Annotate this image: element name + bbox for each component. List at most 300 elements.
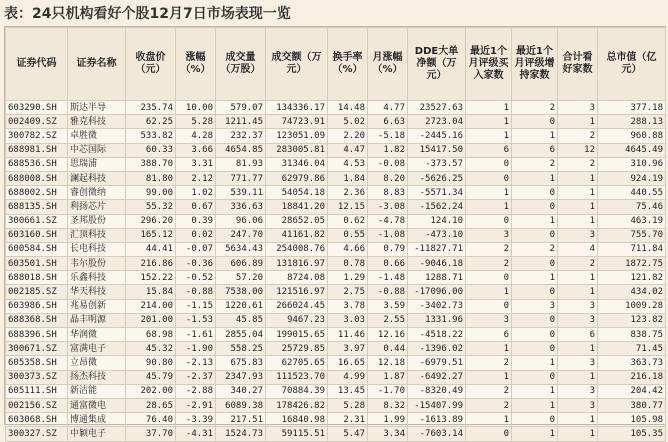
- value-cell: 9467.23: [266, 313, 328, 327]
- security-code-cell: 688002.SH: [6, 186, 68, 200]
- value-cell: 2: [512, 101, 558, 115]
- value-cell: 96.06: [216, 214, 266, 228]
- table-row[interactable]: [6, 242, 666, 256]
- value-cell: 131816.97: [266, 257, 328, 271]
- value-cell: -5.18: [368, 129, 408, 143]
- table-row[interactable]: [6, 143, 666, 157]
- value-cell: 165.12: [126, 228, 176, 242]
- security-code-cell: 688135.SH: [6, 200, 68, 214]
- value-cell: 2: [466, 384, 512, 398]
- security-code-cell: 688396.SH: [6, 328, 68, 342]
- value-cell: 0.79: [368, 242, 408, 256]
- value-cell: 6.63: [368, 115, 408, 129]
- value-cell: 1: [466, 200, 512, 214]
- value-cell: 8.20: [368, 171, 408, 185]
- value-cell: 1872.75: [598, 257, 666, 271]
- security-name-cell: 睿创微纳: [68, 186, 126, 200]
- data-table-container: [4, 26, 666, 439]
- value-cell: 81.93: [216, 157, 266, 171]
- value-cell: 121.82: [598, 271, 666, 285]
- table-row[interactable]: [6, 200, 666, 214]
- security-name-cell: 雅克科技: [68, 115, 126, 129]
- value-cell: 6: [466, 328, 512, 342]
- value-cell: 0: [512, 186, 558, 200]
- value-cell: 45.85: [216, 313, 266, 327]
- security-code-cell: 688368.SH: [6, 313, 68, 327]
- value-cell: 199015.65: [266, 328, 328, 342]
- value-cell: 41161.82: [266, 228, 328, 242]
- page-title: 表：24只机构看好个股12月7日市场表现一览: [4, 6, 291, 22]
- value-cell: 0.66: [368, 257, 408, 271]
- value-cell: 1: [512, 356, 558, 370]
- value-cell: 310.96: [598, 157, 666, 171]
- value-cell: 2: [558, 157, 598, 171]
- value-cell: 0: [466, 157, 512, 171]
- value-cell: 1: [558, 427, 598, 441]
- value-cell: 1: [466, 370, 512, 384]
- value-cell: 6: [512, 143, 558, 157]
- value-cell: 1: [558, 413, 598, 427]
- value-cell: 1: [512, 427, 558, 441]
- table-row[interactable]: [6, 328, 666, 342]
- value-cell: 388.70: [126, 157, 176, 171]
- value-cell: 1: [466, 186, 512, 200]
- value-cell: 55.32: [126, 200, 176, 214]
- value-cell: 13.45: [328, 384, 368, 398]
- security-name-cell: 卓胜微: [68, 129, 126, 143]
- security-name-cell: 博通集成: [68, 413, 126, 427]
- value-cell: 62.25: [126, 115, 176, 129]
- value-cell: 2: [512, 157, 558, 171]
- value-cell: -2445.16: [408, 129, 466, 143]
- value-cell: 1288.71: [408, 271, 466, 285]
- value-cell: 4.53: [328, 157, 368, 171]
- value-cell: 755.70: [598, 228, 666, 242]
- value-cell: 579.07: [216, 101, 266, 115]
- column-header[interactable]: 最近1个月评级增持家数: [512, 28, 558, 101]
- value-cell: 105.98: [598, 413, 666, 427]
- table-row[interactable]: [6, 356, 666, 370]
- column-header[interactable]: 换手率（%）: [328, 28, 368, 101]
- security-code-cell: 300671.SZ: [6, 342, 68, 356]
- value-cell: -0.36: [176, 257, 216, 271]
- value-cell: 7538.00: [216, 285, 266, 299]
- value-cell: 1: [558, 370, 598, 384]
- value-cell: -7603.14: [408, 427, 466, 441]
- value-cell: 124.10: [408, 214, 466, 228]
- value-cell: -1.53: [176, 313, 216, 327]
- value-cell: -2.88: [176, 384, 216, 398]
- value-cell: 533.82: [126, 129, 176, 143]
- value-cell: 1331.96: [408, 313, 466, 327]
- value-cell: 675.83: [216, 356, 266, 370]
- value-cell: 71.45: [598, 342, 666, 356]
- table-row[interactable]: [6, 186, 666, 200]
- value-cell: -4.78: [368, 214, 408, 228]
- table-row[interactable]: [6, 398, 666, 412]
- value-cell: -11827.71: [408, 242, 466, 256]
- table-row[interactable]: [6, 129, 666, 143]
- value-cell: 217.51: [216, 413, 266, 427]
- value-cell: 838.75: [598, 328, 666, 342]
- value-cell: 3: [558, 398, 598, 412]
- value-cell: 16840.98: [266, 413, 328, 427]
- value-cell: 68.98: [126, 328, 176, 342]
- value-cell: 606.89: [216, 257, 266, 271]
- value-cell: 4.66: [328, 242, 368, 256]
- value-cell: -0.88: [176, 285, 216, 299]
- value-cell: 11.46: [328, 328, 368, 342]
- value-cell: 105.35: [598, 427, 666, 441]
- value-cell: -1.61: [176, 328, 216, 342]
- value-cell: 4.47: [328, 143, 368, 157]
- value-cell: -1.15: [176, 299, 216, 313]
- value-cell: 28.65: [126, 398, 176, 412]
- value-cell: 216.86: [126, 257, 176, 271]
- column-header[interactable]: 证券代码: [6, 28, 68, 101]
- security-name-cell: 韦尔股份: [68, 257, 126, 271]
- value-cell: 1: [466, 115, 512, 129]
- value-cell: 0: [512, 200, 558, 214]
- value-cell: 1: [466, 285, 512, 299]
- value-cell: -17096.00: [408, 285, 466, 299]
- value-cell: 1211.45: [216, 115, 266, 129]
- value-cell: 1009.28: [598, 299, 666, 313]
- value-cell: 1.82: [368, 143, 408, 157]
- value-cell: 3.59: [368, 299, 408, 313]
- value-cell: 4.99: [328, 370, 368, 384]
- value-cell: 152.22: [126, 271, 176, 285]
- value-cell: 1.99: [368, 413, 408, 427]
- value-cell: 123.82: [598, 313, 666, 327]
- security-code-cell: 300327.SZ: [6, 427, 68, 441]
- table-header-row: [6, 28, 666, 101]
- value-cell: 14.48: [328, 101, 368, 115]
- value-cell: -473.10: [408, 228, 466, 242]
- value-cell: 2.55: [368, 313, 408, 327]
- value-cell: 2723.04: [408, 115, 466, 129]
- value-cell: 44.41: [126, 242, 176, 256]
- value-cell: 1: [466, 129, 512, 143]
- security-name-cell: 通富微电: [68, 398, 126, 412]
- value-cell: 121516.97: [266, 285, 328, 299]
- value-cell: 771.77: [216, 171, 266, 185]
- value-cell: 3: [512, 299, 558, 313]
- value-cell: 1: [558, 214, 598, 228]
- value-cell: 12: [558, 143, 598, 157]
- value-cell: -5571.34: [408, 186, 466, 200]
- value-cell: -5626.25: [408, 171, 466, 185]
- value-cell: 3.34: [368, 427, 408, 441]
- value-cell: 12.15: [328, 200, 368, 214]
- value-cell: 2.75: [328, 285, 368, 299]
- column-header[interactable]: 成交额（万元）: [266, 28, 328, 101]
- table-row[interactable]: [6, 313, 666, 327]
- value-cell: 5634.43: [216, 242, 266, 256]
- value-cell: 62705.65: [266, 356, 328, 370]
- value-cell: 5.02: [328, 115, 368, 129]
- value-cell: 2.12: [176, 171, 216, 185]
- value-cell: 0: [512, 413, 558, 427]
- security-name-cell: 扬杰科技: [68, 370, 126, 384]
- value-cell: 2: [466, 242, 512, 256]
- table-row[interactable]: [6, 257, 666, 271]
- value-cell: 0.78: [328, 257, 368, 271]
- security-name-cell: 利扬芯片: [68, 200, 126, 214]
- table-row[interactable]: [6, 171, 666, 185]
- value-cell: 4645.49: [598, 143, 666, 157]
- value-cell: 75.46: [598, 200, 666, 214]
- table-row[interactable]: [6, 115, 666, 129]
- security-name-cell: 华天科技: [68, 285, 126, 299]
- value-cell: -1.70: [368, 384, 408, 398]
- table-row[interactable]: [6, 370, 666, 384]
- value-cell: 37.70: [126, 427, 176, 441]
- column-header[interactable]: 证券名称: [68, 28, 126, 101]
- column-header[interactable]: 成交量（万股）: [216, 28, 266, 101]
- security-code-cell: 688536.SH: [6, 157, 68, 171]
- security-code-cell: 002156.SZ: [6, 398, 68, 412]
- value-cell: 2: [558, 257, 598, 271]
- security-name-cell: 澜起科技: [68, 171, 126, 185]
- column-header[interactable]: 收盘价（元）: [126, 28, 176, 101]
- value-cell: 380.77: [598, 398, 666, 412]
- value-cell: 202.00: [126, 384, 176, 398]
- value-cell: 440.55: [598, 186, 666, 200]
- column-header[interactable]: 涨幅（%）: [176, 28, 216, 101]
- value-cell: -0.52: [176, 271, 216, 285]
- value-cell: 1: [558, 200, 598, 214]
- table-body: [6, 101, 666, 442]
- value-cell: 2: [558, 129, 598, 143]
- table-row[interactable]: [6, 214, 666, 228]
- value-cell: 1: [466, 413, 512, 427]
- value-cell: 1: [512, 214, 558, 228]
- value-cell: 214.00: [126, 299, 176, 313]
- security-code-cell: 002409.SZ: [6, 115, 68, 129]
- value-cell: 0.55: [328, 228, 368, 242]
- value-cell: 1: [558, 342, 598, 356]
- table-row[interactable]: [6, 101, 666, 115]
- value-cell: 1.29: [328, 271, 368, 285]
- value-cell: 4654.85: [216, 143, 266, 157]
- value-cell: 1: [512, 271, 558, 285]
- value-cell: 2855.04: [216, 328, 266, 342]
- security-code-cell: 600584.SH: [6, 242, 68, 256]
- table-row[interactable]: [6, 271, 666, 285]
- value-cell: 23527.63: [408, 101, 466, 115]
- value-cell: 62979.86: [266, 171, 328, 185]
- value-cell: 4.77: [368, 101, 408, 115]
- value-cell: 1: [512, 129, 558, 143]
- value-cell: -4518.22: [408, 328, 466, 342]
- value-cell: -1613.89: [408, 413, 466, 427]
- value-cell: 336.63: [216, 200, 266, 214]
- security-name-cell: 长电科技: [68, 242, 126, 256]
- value-cell: -4.31: [176, 427, 216, 441]
- security-name-cell: 中颖电子: [68, 427, 126, 441]
- security-code-cell: 688018.SH: [6, 271, 68, 285]
- value-cell: 0: [512, 328, 558, 342]
- value-cell: -6979.51: [408, 356, 466, 370]
- value-cell: 3: [558, 384, 598, 398]
- value-cell: 5.47: [328, 427, 368, 441]
- value-cell: 0.62: [328, 214, 368, 228]
- value-cell: 99.00: [126, 186, 176, 200]
- security-code-cell: 605358.SH: [6, 356, 68, 370]
- value-cell: 4.28: [176, 129, 216, 143]
- security-code-cell: 603068.SH: [6, 413, 68, 427]
- security-code-cell: 688981.SH: [6, 143, 68, 157]
- value-cell: -0.07: [176, 242, 216, 256]
- value-cell: 0: [466, 427, 512, 441]
- table-row[interactable]: [6, 157, 666, 171]
- value-cell: 1: [558, 115, 598, 129]
- value-cell: -3402.73: [408, 299, 466, 313]
- value-cell: 45.32: [126, 342, 176, 356]
- column-header[interactable]: 合计看好家数: [558, 28, 598, 101]
- value-cell: 216.18: [598, 370, 666, 384]
- column-header[interactable]: 月涨幅（%）: [368, 28, 408, 101]
- security-name-cell: 兆易创新: [68, 299, 126, 313]
- security-code-cell: 603986.SH: [6, 299, 68, 313]
- value-cell: 711.84: [598, 242, 666, 256]
- table-row[interactable]: [6, 228, 666, 242]
- table-row[interactable]: [6, 384, 666, 398]
- column-header[interactable]: 最近1个月评级买入家数: [466, 28, 512, 101]
- value-cell: 3.03: [328, 313, 368, 327]
- value-cell: 3: [558, 101, 598, 115]
- table-row[interactable]: [6, 342, 666, 356]
- security-name-cell: 思瑞浦: [68, 157, 126, 171]
- value-cell: 18841.20: [266, 200, 328, 214]
- value-cell: 0: [466, 171, 512, 185]
- value-cell: 296.20: [126, 214, 176, 228]
- value-cell: -2.37: [176, 370, 216, 384]
- security-code-cell: 603501.SH: [6, 257, 68, 271]
- value-cell: 1: [512, 398, 558, 412]
- value-cell: -1.90: [176, 342, 216, 356]
- value-cell: 123051.09: [266, 129, 328, 143]
- value-cell: 1220.61: [216, 299, 266, 313]
- value-cell: 340.27: [216, 384, 266, 398]
- stock-table: [5, 27, 666, 442]
- value-cell: 3: [558, 313, 598, 327]
- value-cell: 1.84: [328, 171, 368, 185]
- table-row[interactable]: [6, 427, 666, 441]
- value-cell: -2.91: [176, 398, 216, 412]
- value-cell: 2.20: [328, 129, 368, 143]
- value-cell: -3.08: [368, 200, 408, 214]
- table-row[interactable]: [6, 285, 666, 299]
- security-code-cell: 002185.SZ: [6, 285, 68, 299]
- value-cell: 0.39: [176, 214, 216, 228]
- value-cell: 247.70: [216, 228, 266, 242]
- column-header[interactable]: 总市值（亿元）: [598, 28, 666, 101]
- value-cell: 0.44: [368, 342, 408, 356]
- value-cell: 3: [558, 299, 598, 313]
- value-cell: 90.80: [126, 356, 176, 370]
- value-cell: -1562.24: [408, 200, 466, 214]
- value-cell: 1: [558, 271, 598, 285]
- value-cell: 134336.17: [266, 101, 328, 115]
- security-name-cell: 斯达半导: [68, 101, 126, 115]
- security-name-cell: 新洁能: [68, 384, 126, 398]
- security-code-cell: 300782.SZ: [6, 129, 68, 143]
- value-cell: 0: [512, 370, 558, 384]
- value-cell: 1: [558, 171, 598, 185]
- value-cell: 960.88: [598, 129, 666, 143]
- value-cell: 25729.85: [266, 342, 328, 356]
- value-cell: 1.87: [368, 370, 408, 384]
- value-cell: -2.13: [176, 356, 216, 370]
- value-cell: 0: [466, 271, 512, 285]
- value-cell: -1396.02: [408, 342, 466, 356]
- value-cell: 8.83: [368, 186, 408, 200]
- table-row[interactable]: [6, 299, 666, 313]
- value-cell: 59115.51: [266, 427, 328, 441]
- security-code-cell: 603160.SH: [6, 228, 68, 242]
- value-cell: 15.84: [126, 285, 176, 299]
- value-cell: 5.28: [328, 398, 368, 412]
- value-cell: -15407.99: [408, 398, 466, 412]
- value-cell: 1: [558, 186, 598, 200]
- value-cell: 377.18: [598, 101, 666, 115]
- value-cell: 283005.81: [266, 143, 328, 157]
- value-cell: 81.80: [126, 171, 176, 185]
- security-name-cell: 中芯国际: [68, 143, 126, 157]
- value-cell: 204.42: [598, 384, 666, 398]
- value-cell: -0.88: [368, 285, 408, 299]
- value-cell: -3.39: [176, 413, 216, 427]
- value-cell: 1: [512, 384, 558, 398]
- value-cell: 6: [466, 143, 512, 157]
- value-cell: 54054.18: [266, 186, 328, 200]
- security-name-cell: 乐鑫科技: [68, 271, 126, 285]
- security-code-cell: 605111.SH: [6, 384, 68, 398]
- value-cell: 363.73: [598, 356, 666, 370]
- value-cell: 0: [466, 214, 512, 228]
- value-cell: 111523.70: [266, 370, 328, 384]
- value-cell: 0: [512, 228, 558, 242]
- value-cell: 266024.45: [266, 299, 328, 313]
- value-cell: 0: [466, 299, 512, 313]
- value-cell: 60.33: [126, 143, 176, 157]
- value-cell: 0: [512, 115, 558, 129]
- security-name-cell: 圣邦股份: [68, 214, 126, 228]
- value-cell: 235.74: [126, 101, 176, 115]
- value-cell: 0: [512, 285, 558, 299]
- value-cell: -1.48: [368, 271, 408, 285]
- value-cell: 3: [558, 356, 598, 370]
- security-code-cell: 300661.SZ: [6, 214, 68, 228]
- value-cell: -1.08: [368, 228, 408, 242]
- value-cell: 6089.38: [216, 398, 266, 412]
- value-cell: 31346.04: [266, 157, 328, 171]
- value-cell: 1: [558, 285, 598, 299]
- value-cell: 2: [466, 257, 512, 271]
- value-cell: -9046.18: [408, 257, 466, 271]
- value-cell: -6492.27: [408, 370, 466, 384]
- value-cell: 0: [512, 257, 558, 271]
- value-cell: 1.02: [176, 186, 216, 200]
- value-cell: 539.11: [216, 186, 266, 200]
- value-cell: 8.32: [368, 398, 408, 412]
- security-name-cell: 立昂微: [68, 356, 126, 370]
- value-cell: 5.28: [176, 115, 216, 129]
- column-header[interactable]: DDE大单净额（万元）: [408, 28, 466, 101]
- value-cell: 45.79: [126, 370, 176, 384]
